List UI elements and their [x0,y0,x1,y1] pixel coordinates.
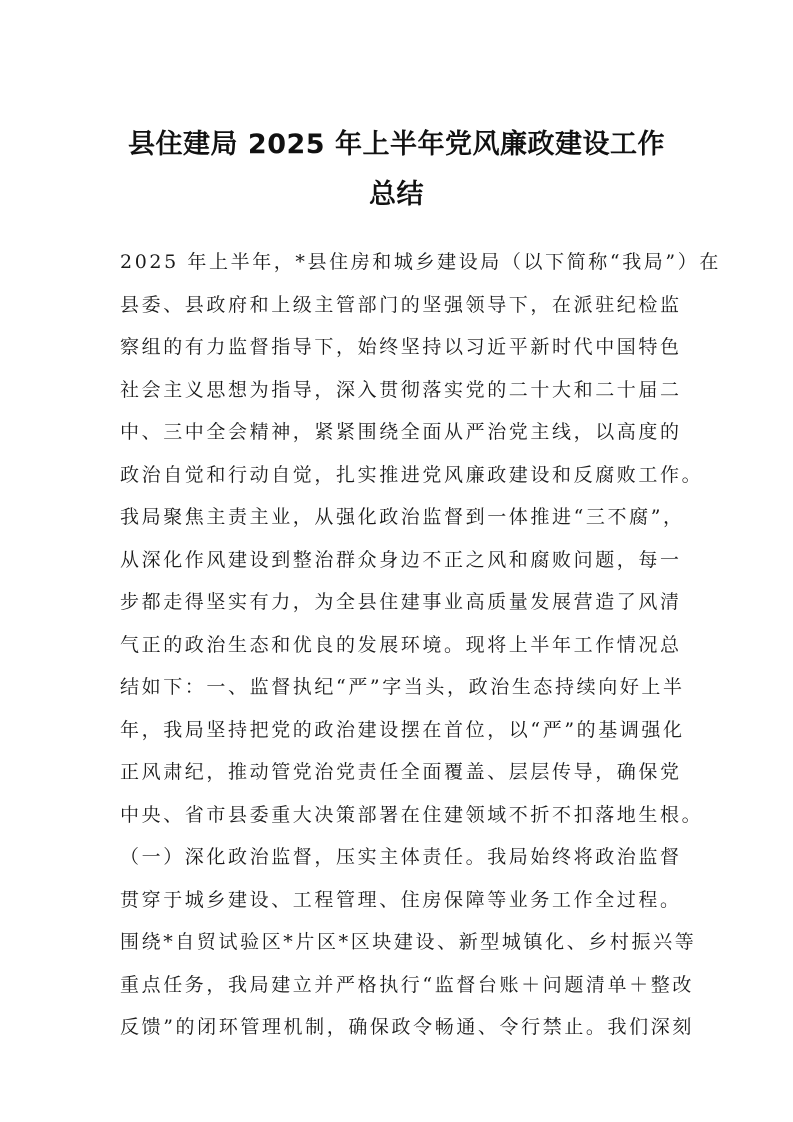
document-title-line-2: 总结 [369,179,424,210]
body-line: 贯穿于城乡建设、工程管理、住房保障等业务工作全过程。 [120,888,682,911]
body-line: （一）深化政治监督，压实主体责任。我局始终将政治监督 [120,846,682,868]
body-line: 从深化作风建设到整治群众身边不正之风和腐败问题，每一 [120,548,682,571]
body-line: 气正的政治生态和优良的发展环境。现将上半年工作情况总 [120,633,682,656]
body-line: 我局聚焦主责主业，从强化政治监督到一体推进“三不腐”， [120,506,685,528]
body-line: 2025 年上半年，*县住房和城乡建设局（以下简称“我局”）在 [120,251,721,273]
body-line: 县委、县政府和上级主管部门的坚强领导下，在派驻纪检监 [120,293,682,316]
body-line: 察组的有力监督指导下，始终坚持以习近平新时代中国特色 [120,336,682,358]
body-line: 围绕*自贸试验区*片区*区块建设、新型城镇化、乡村振兴等 [120,931,697,953]
body-line: 政治自觉和行动自觉，扎实推进党风廉政建设和反腐败工作。 [120,463,704,486]
body-line: 中央、省市县委重大决策部署在住建领域不折不扣落地生根。 [120,803,704,826]
body-line: 步都走得坚实有力，为全县住建事业高质量发展营造了风清 [120,591,682,613]
document-body [120,241,721,1049]
body-line: 年，我局坚持把党的政治建设摆在首位，以“严”的基调强化 [120,718,685,741]
body-line: 正风肃纪，推动管党治党责任全面覆盖、层层传导，确保党 [120,761,682,783]
body-line: 结如下：一、监督执纪“严”字当头，政治生态持续向好上半 [120,676,685,698]
body-line: 反馈”的闭环管理机制，确保政令畅通、令行禁止。我们深刻 [120,1016,694,1038]
document-title-line-1: 县住建局 2025 年上半年党风廉政建设工作 [128,129,665,160]
body-line: 中、三中全会精神，紧紧围绕全面从严治党主线，以高度的 [120,421,682,443]
body-line: 社会主义思想为指导，深入贯彻落实党的二十大和二十届二 [120,378,682,401]
body-line: 重点任务，我局建立并严格执行“监督台账＋问题清单＋整改 [120,973,694,996]
